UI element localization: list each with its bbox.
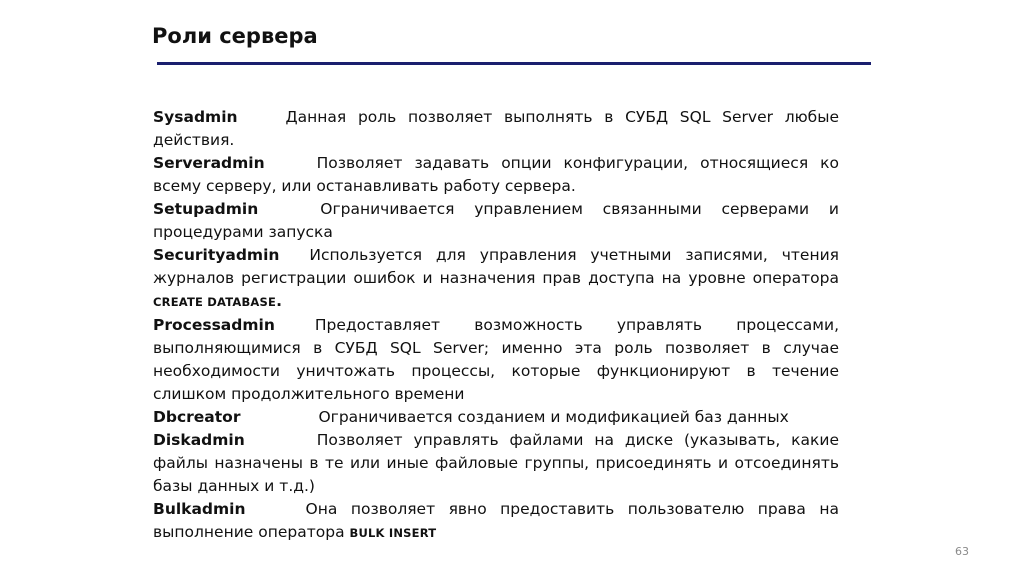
slide-title: Роли сервера [152, 24, 318, 48]
role-name: Securityadmin [153, 246, 280, 264]
role-name: Processadmin [153, 316, 275, 334]
roles-list [153, 106, 839, 545]
role-description: Ограничивается созданием и модификацией баз данных [318, 408, 789, 426]
role-item-setupadmin [153, 198, 839, 244]
role-name: Diskadmin [153, 431, 245, 449]
role-description: Ограничивается управлением связанными серверами и процедурами запуска [153, 200, 839, 241]
page-number: 63 [955, 545, 969, 558]
role-item-sysadmin [153, 106, 839, 152]
role-description: Позволяет управлять файлами на диске (указывать, какие файлы назначены в те или иные файловые группы, присоединять и отсоединять базы данных и т.д.) [153, 431, 839, 495]
role-description: Используется для управления учетными записями, чтения журналов регистрации ошибок и назначения прав доступа на уровне оператора [153, 246, 839, 287]
role-tail: . [276, 292, 282, 310]
title-underline [157, 62, 871, 65]
role-name: Serveradmin [153, 154, 265, 172]
role-item-processadmin [153, 314, 839, 406]
role-name: Bulkadmin [153, 500, 246, 518]
sql-keyword: BULK INSERT [349, 526, 437, 540]
role-item-securityadmin [153, 244, 839, 314]
role-name: Setupadmin [153, 200, 259, 218]
role-item-dbcreator [153, 406, 839, 429]
sql-keyword: CREATE DATABASE [153, 295, 277, 309]
role-name: Dbcreator [153, 408, 241, 426]
role-description: Данная роль позволяет выполнять в СУБД SQL Server любые действия. [153, 108, 839, 149]
role-item-serveradmin [153, 152, 839, 198]
role-description: Позволяет задавать опции конфигурации, относящиеся ко всему серверу, или останавливать работу сервера. [153, 154, 839, 195]
role-name: Sysadmin [153, 108, 238, 126]
role-item-diskadmin [153, 429, 839, 498]
role-item-bulkadmin [153, 498, 839, 545]
role-description: Она позволяет явно предоставить пользователю права на выполнение оператора [153, 500, 839, 541]
role-description: Предоставляет возможность управлять процессами, выполняющимися в СУБД SQL Server; именно эта роль позволяет в случае необходимости уничтожать процессы, которые функционируют в течение слишком продолжительного времени [153, 316, 839, 403]
